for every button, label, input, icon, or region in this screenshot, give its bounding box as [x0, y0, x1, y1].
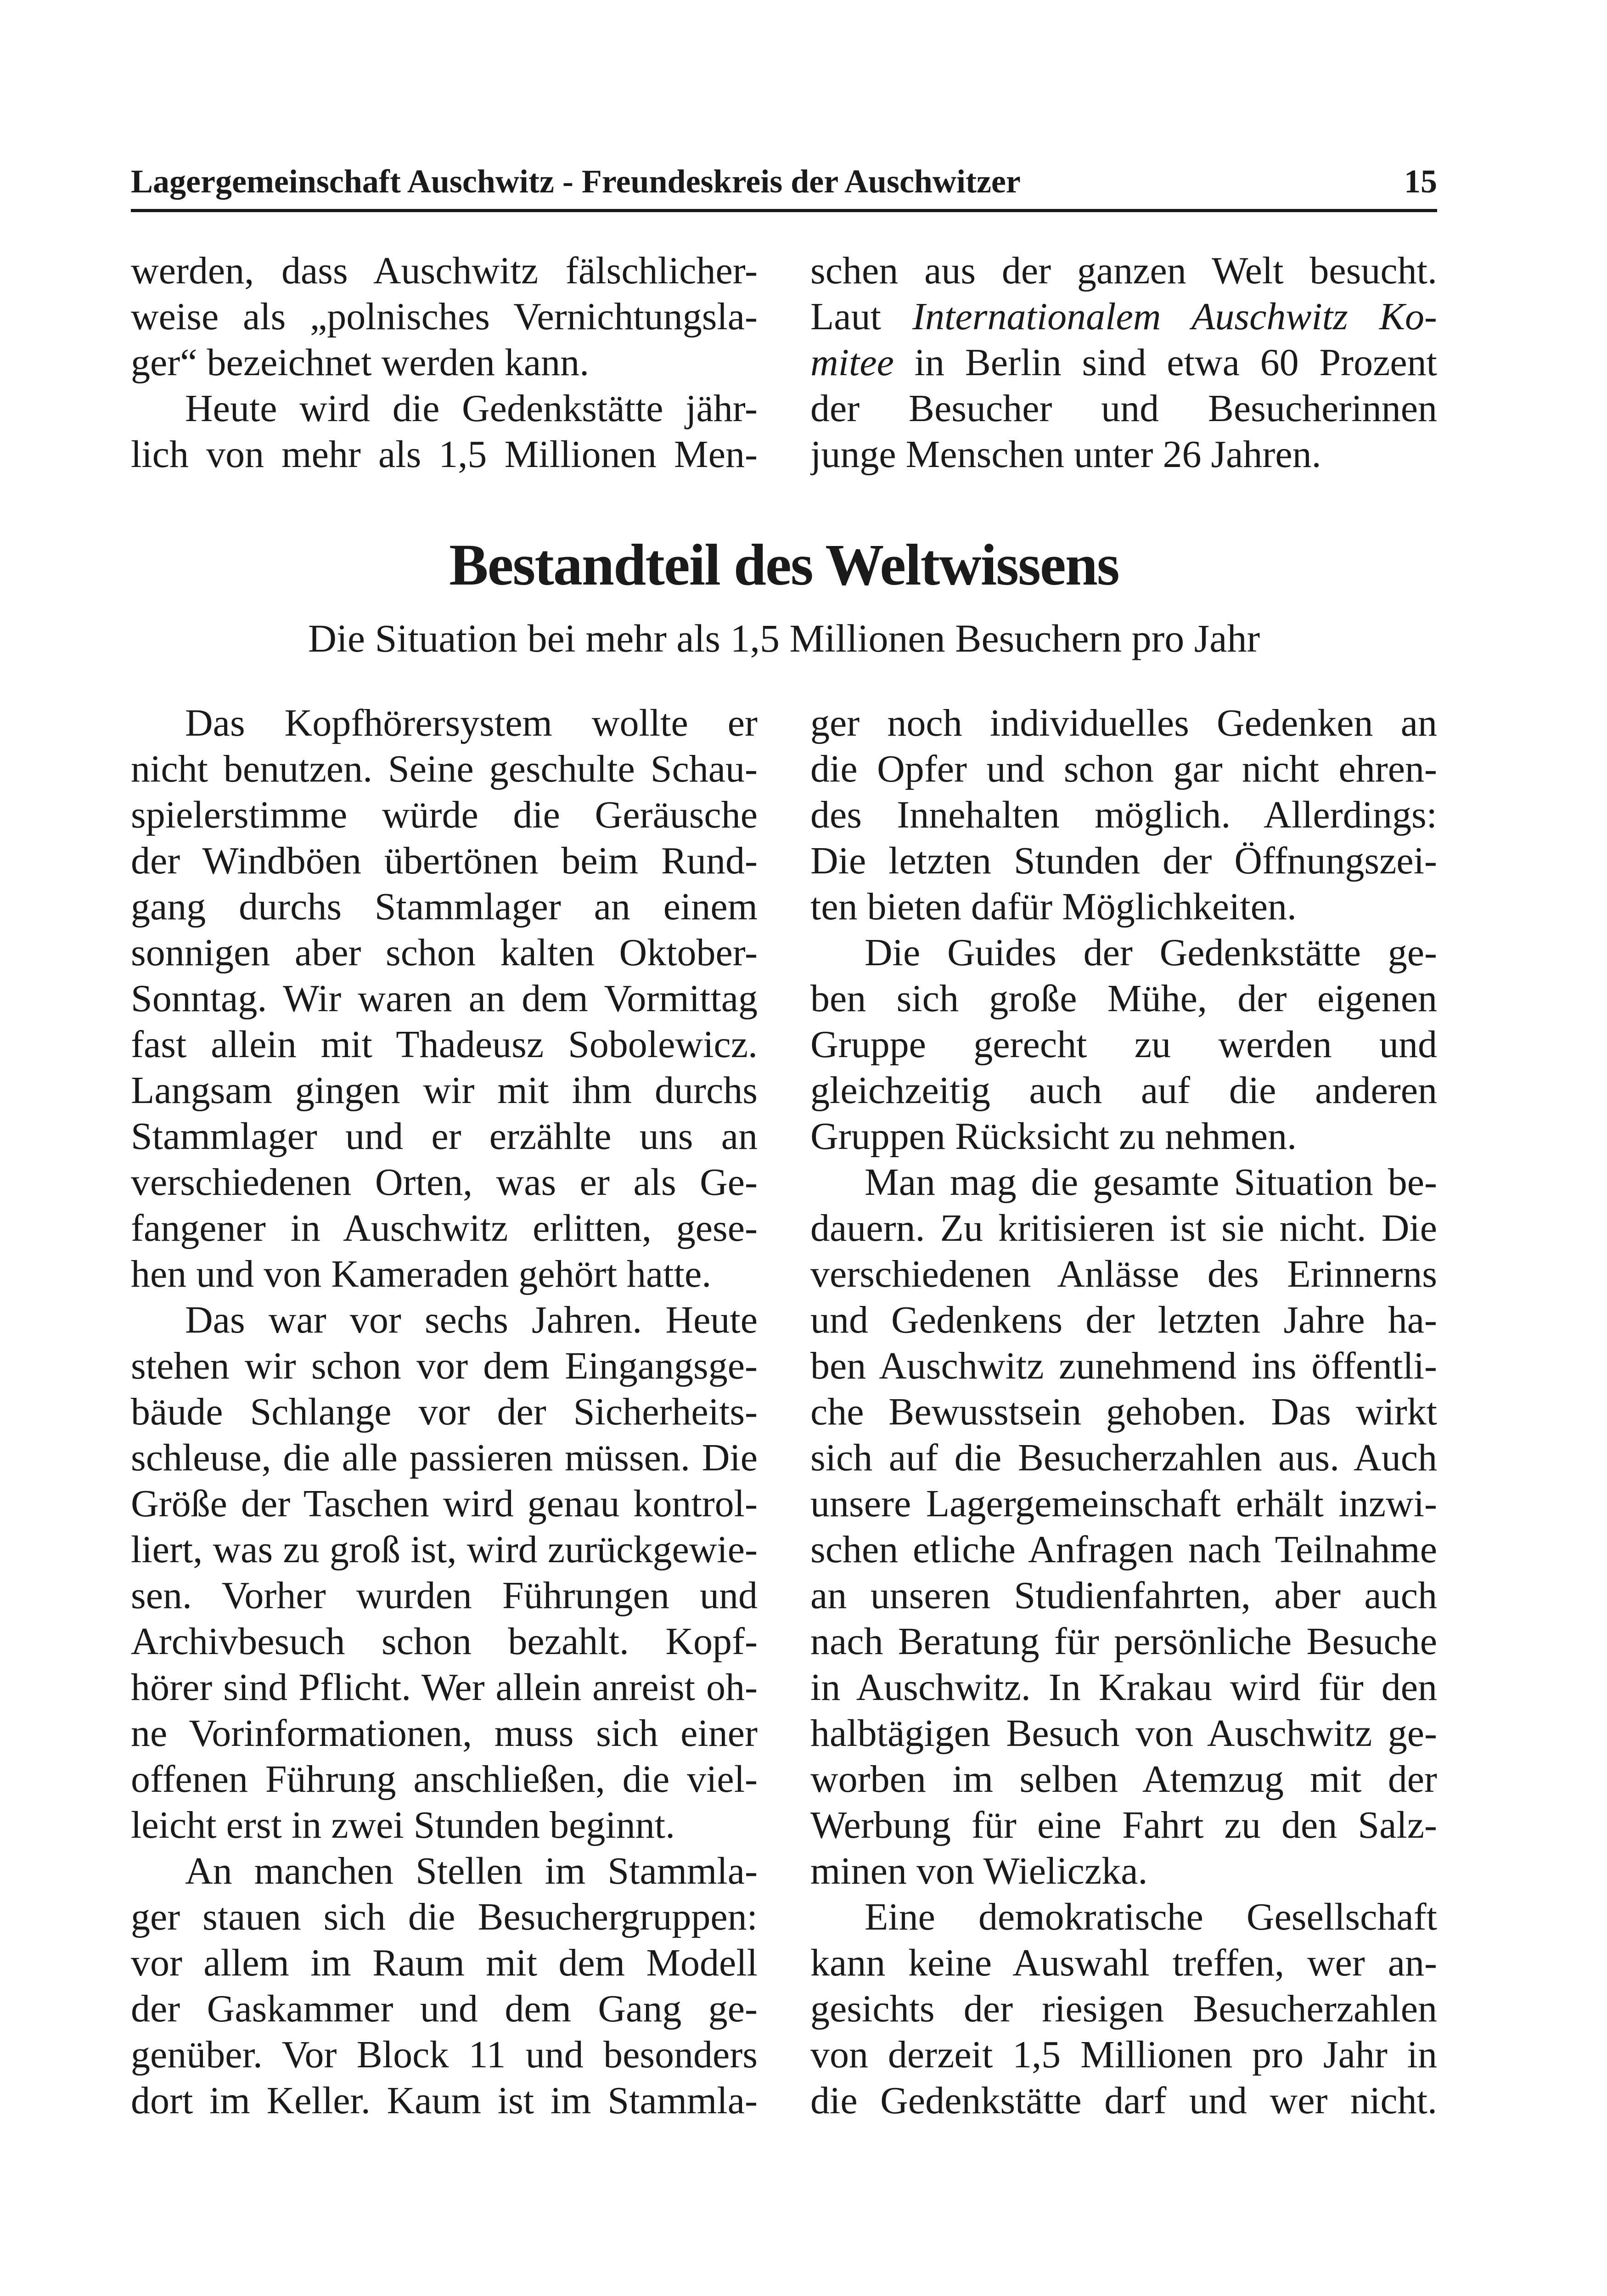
text-line: dort im Keller. Kaum ist im Stammla- [131, 2079, 758, 2122]
text-line: schleuse, die alle passieren müssen. Die [131, 1436, 758, 1479]
italic-organization-name-end: mitee [810, 341, 894, 384]
text-line: vor allem im Raum mit dem Modell [131, 1941, 758, 1984]
text-line: Langsam gingen wir mit ihm durchs [131, 1069, 758, 1112]
top-right-column [810, 248, 1437, 478]
text-line: der Gaskammer und dem Gang ge- [131, 1987, 758, 2030]
text-line: hen und von Kameraden gehört hatte. [131, 1253, 712, 1295]
text-line: Das war vor sechs Jahren. Heute [185, 1299, 758, 1341]
text-line: werden, dass Auschwitz fälschlicher- [131, 249, 758, 292]
text-line: stehen wir schon vor dem Eingangsge- [131, 1345, 758, 1387]
text-line: die Opfer und schon gar nicht ehren- [810, 748, 1437, 790]
text-line: An manchen Stellen im Stammla- [185, 1850, 758, 1892]
text-line: liert, was zu groß ist, wird zurückgewie- [131, 1528, 758, 1571]
text-line: minen von Wieliczka. [810, 1850, 1148, 1892]
text-line: ger noch individuelles Gedenken an [810, 702, 1437, 744]
text-line: gang durchs Stammlager an einem [131, 885, 758, 928]
text-line: Heute wird die Gedenkstätte jähr- [185, 387, 758, 430]
text-line: an unseren Studienfahrten, aber auch [810, 1574, 1437, 1617]
text-line: des Innehalten möglich. Allerdings: [810, 793, 1437, 836]
text-line: Gruppe gerecht zu werden und [810, 1023, 1437, 1066]
text-line: junge Menschen unter 26 Jahren. [810, 433, 1321, 476]
page-number: 15 [1404, 163, 1437, 200]
article-subheadline: Die Situation bei mehr als 1,5 Millionen Besuchern pro Jahr [308, 616, 1260, 660]
text-fragment: in Berlin sind etwa 60 Prozent [893, 341, 1437, 384]
italic-organization-name: Internationalem Auschwitz Ko- [912, 295, 1437, 338]
text-line: kann keine Auswahl treffen, wer an- [810, 1941, 1437, 1984]
text-line: worben im selben Atemzug mit der [810, 1758, 1437, 1801]
text-line: ne Vorinformationen, muss sich einer [131, 1712, 758, 1755]
text-line: spielerstimme würde die Geräusche [131, 793, 758, 836]
text-line: nach Beratung für persönliche Besuche [810, 1620, 1437, 1663]
text-line: ben sich große Mühe, der eigenen [810, 977, 1437, 1020]
text-line: weise als „polnisches Vernichtungsla- [131, 295, 758, 338]
text-line: bäude Schlange vor der Sicherheits- [131, 1390, 758, 1433]
text-line [810, 340, 1437, 386]
text-line: schen aus der ganzen Welt besucht. [810, 249, 1437, 292]
text-line: verschiedenen Anlässe des Erinnerns [810, 1253, 1437, 1295]
text-line: Werbung für eine Fahrt zu den Salz- [810, 1804, 1437, 1846]
text-line: hörer sind Pflicht. Wer allein anreist oh- [131, 1666, 758, 1709]
text-line: Man mag die gesamte Situation be- [865, 1161, 1437, 1204]
text-line: fast allein mit Thadeusz Sobolewicz. [131, 1023, 758, 1066]
text-line: sich auf die Besucherzahlen aus. Auch [810, 1436, 1437, 1479]
text-line: ger“ bezeichnet werden kann. [131, 341, 590, 384]
text-line: fangener in Auschwitz erlitten, gese- [131, 1207, 758, 1249]
text-line [810, 294, 1437, 340]
text-line: Die letzten Stunden der Öffnungszei- [810, 839, 1437, 882]
text-line: ten bieten dafür Möglichkeiten. [810, 885, 1297, 928]
text-line: sen. Vorher wurden Führungen und [131, 1574, 758, 1617]
running-title: Lagergemeinschaft Auschwitz - Freundeskreis der Auschwitzer [131, 163, 1021, 200]
article-left-column [131, 700, 758, 2124]
text-line: sonnigen aber schon kalten Oktober- [131, 931, 758, 974]
text-line: nicht benutzen. Seine geschulte Schau- [131, 748, 758, 790]
text-line: Eine demokratische Gesellschaft [865, 1896, 1437, 1938]
text-line: genüber. Vor Block 11 und besonders [131, 2033, 758, 2076]
text-line: schen etliche Anfragen nach Teilnahme [810, 1528, 1437, 1571]
text-line: leicht erst in zwei Stunden beginnt. [131, 1804, 675, 1846]
text-line: Größe der Taschen wird genau kontrol- [131, 1482, 758, 1525]
text-line: Archivbesuch schon bezahlt. Kopf- [131, 1620, 758, 1663]
text-line: Die Guides der Gedenkstätte ge- [865, 931, 1437, 974]
text-line: lich von mehr als 1,5 Millionen Men- [131, 433, 758, 476]
top-left-column [131, 248, 758, 478]
text-line: halbtägigen Besuch von Auschwitz ge- [810, 1712, 1437, 1755]
running-header [131, 158, 1437, 212]
text-line: ger stauen sich die Besuchergruppen: [131, 1896, 758, 1938]
text-line: Das Kopfhörersystem wollte er [185, 702, 758, 744]
text-line: unsere Lagergemeinschaft erhält inzwi- [810, 1482, 1437, 1525]
text-line: dauern. Zu kritisieren ist sie nicht. Die [810, 1207, 1437, 1249]
text-line: Sonntag. Wir waren an dem Vormittag [131, 977, 758, 1020]
text-line: der Windböen übertönen beim Rund- [131, 839, 758, 882]
article-headline: Bestandteil des Weltwissens [449, 532, 1119, 597]
text-line: von derzeit 1,5 Millionen pro Jahr in [810, 2033, 1437, 2076]
text-line: gesichts der riesigen Besucherzahlen [810, 1987, 1437, 2030]
text-line: ben Auschwitz zunehmend ins öffentli- [810, 1345, 1437, 1387]
text-line: und Gedenkens der letzten Jahre ha- [810, 1299, 1437, 1341]
text-line: in Auschwitz. In Krakau wird für den [810, 1666, 1437, 1709]
text-line: Stammlager und er erzählte uns an [131, 1115, 758, 1158]
text-line: verschiedenen Orten, was er als Ge- [131, 1161, 758, 1204]
text-line: gleichzeitig auch auf die anderen [810, 1069, 1437, 1112]
text-line: der Besucher und Besucherinnen [810, 387, 1437, 430]
text-fragment: Laut [810, 295, 913, 338]
text-line: offenen Führung anschließen, die viel- [131, 1758, 758, 1801]
text-line: Gruppen Rücksicht zu nehmen. [810, 1115, 1297, 1158]
text-line: che Bewusstsein gehoben. Das wirkt [810, 1390, 1437, 1433]
text-line: die Gedenkstätte darf und wer nicht. [810, 2079, 1437, 2122]
article-right-column [810, 700, 1437, 2124]
